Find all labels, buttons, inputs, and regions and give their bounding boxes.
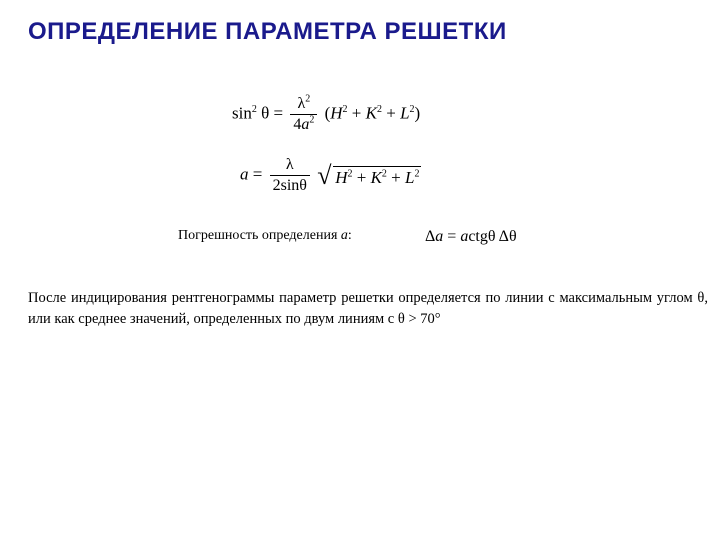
error-label-var: a: [340, 228, 348, 243]
open-paren: (: [324, 103, 331, 123]
h-index: H: [330, 103, 343, 123]
k-exponent-2: 2: [381, 167, 387, 179]
sin-exponent: 2: [251, 103, 257, 115]
sin-func: sin: [232, 103, 252, 123]
error-rest: ctgθ Δθ: [468, 228, 517, 245]
plus-1: +: [351, 103, 362, 123]
error-label-colon: :: [347, 228, 352, 243]
k-index-2: K: [370, 167, 382, 187]
error-a: a: [435, 228, 444, 245]
error-a-2: a: [460, 228, 469, 245]
square-root: [317, 160, 421, 190]
h-exponent-2: 2: [347, 167, 353, 179]
lambda-exponent: 2: [305, 93, 311, 105]
error-label-text: Погрешность определения: [178, 228, 338, 243]
l-exponent-2: 2: [414, 167, 420, 179]
lambda-numerator: λ: [270, 157, 310, 176]
k-exponent: 2: [376, 103, 382, 115]
equals-sign: =: [252, 164, 263, 184]
a-lhs: a: [240, 164, 249, 184]
theta-lhs: θ =: [261, 103, 284, 123]
den-coef: 4: [293, 116, 302, 133]
den-var: a: [301, 116, 310, 133]
h-exponent: 2: [342, 103, 348, 115]
h-index-2: H: [335, 167, 348, 187]
l-exponent: 2: [409, 103, 415, 115]
lattice-parameter-formula: [240, 157, 421, 194]
lambda-sin-fraction: [270, 157, 310, 194]
radical-sign-icon: √: [317, 160, 332, 190]
lambda-symbol: λ: [297, 95, 306, 112]
close-paren: ): [414, 103, 421, 123]
den-exponent: 2: [309, 114, 315, 126]
plus-4: +: [391, 167, 401, 187]
body-paragraph: После индицирования рентгенограммы параметр решетки определяется по линии с максимальным углом θ, или как среднее значений, определенных по двум линиям с θ > 70°: [28, 290, 708, 327]
two-sin-theta: 2sinθ: [272, 177, 307, 194]
error-label: [178, 228, 352, 244]
l-index-2: L: [405, 167, 415, 187]
k-index: K: [365, 103, 377, 123]
page-title: ОПРЕДЕЛЕНИЕ ПАРАМЕТРА РЕШЕТКИ: [28, 18, 507, 45]
bragg-formula: [232, 93, 421, 133]
plus-2: +: [386, 103, 396, 123]
l-index: L: [400, 103, 410, 123]
plus-3: +: [356, 167, 367, 187]
lambda-fraction: [290, 93, 317, 133]
error-equals: =: [447, 228, 457, 245]
delta-symbol: Δ: [425, 228, 436, 245]
error-formula: [425, 228, 517, 246]
